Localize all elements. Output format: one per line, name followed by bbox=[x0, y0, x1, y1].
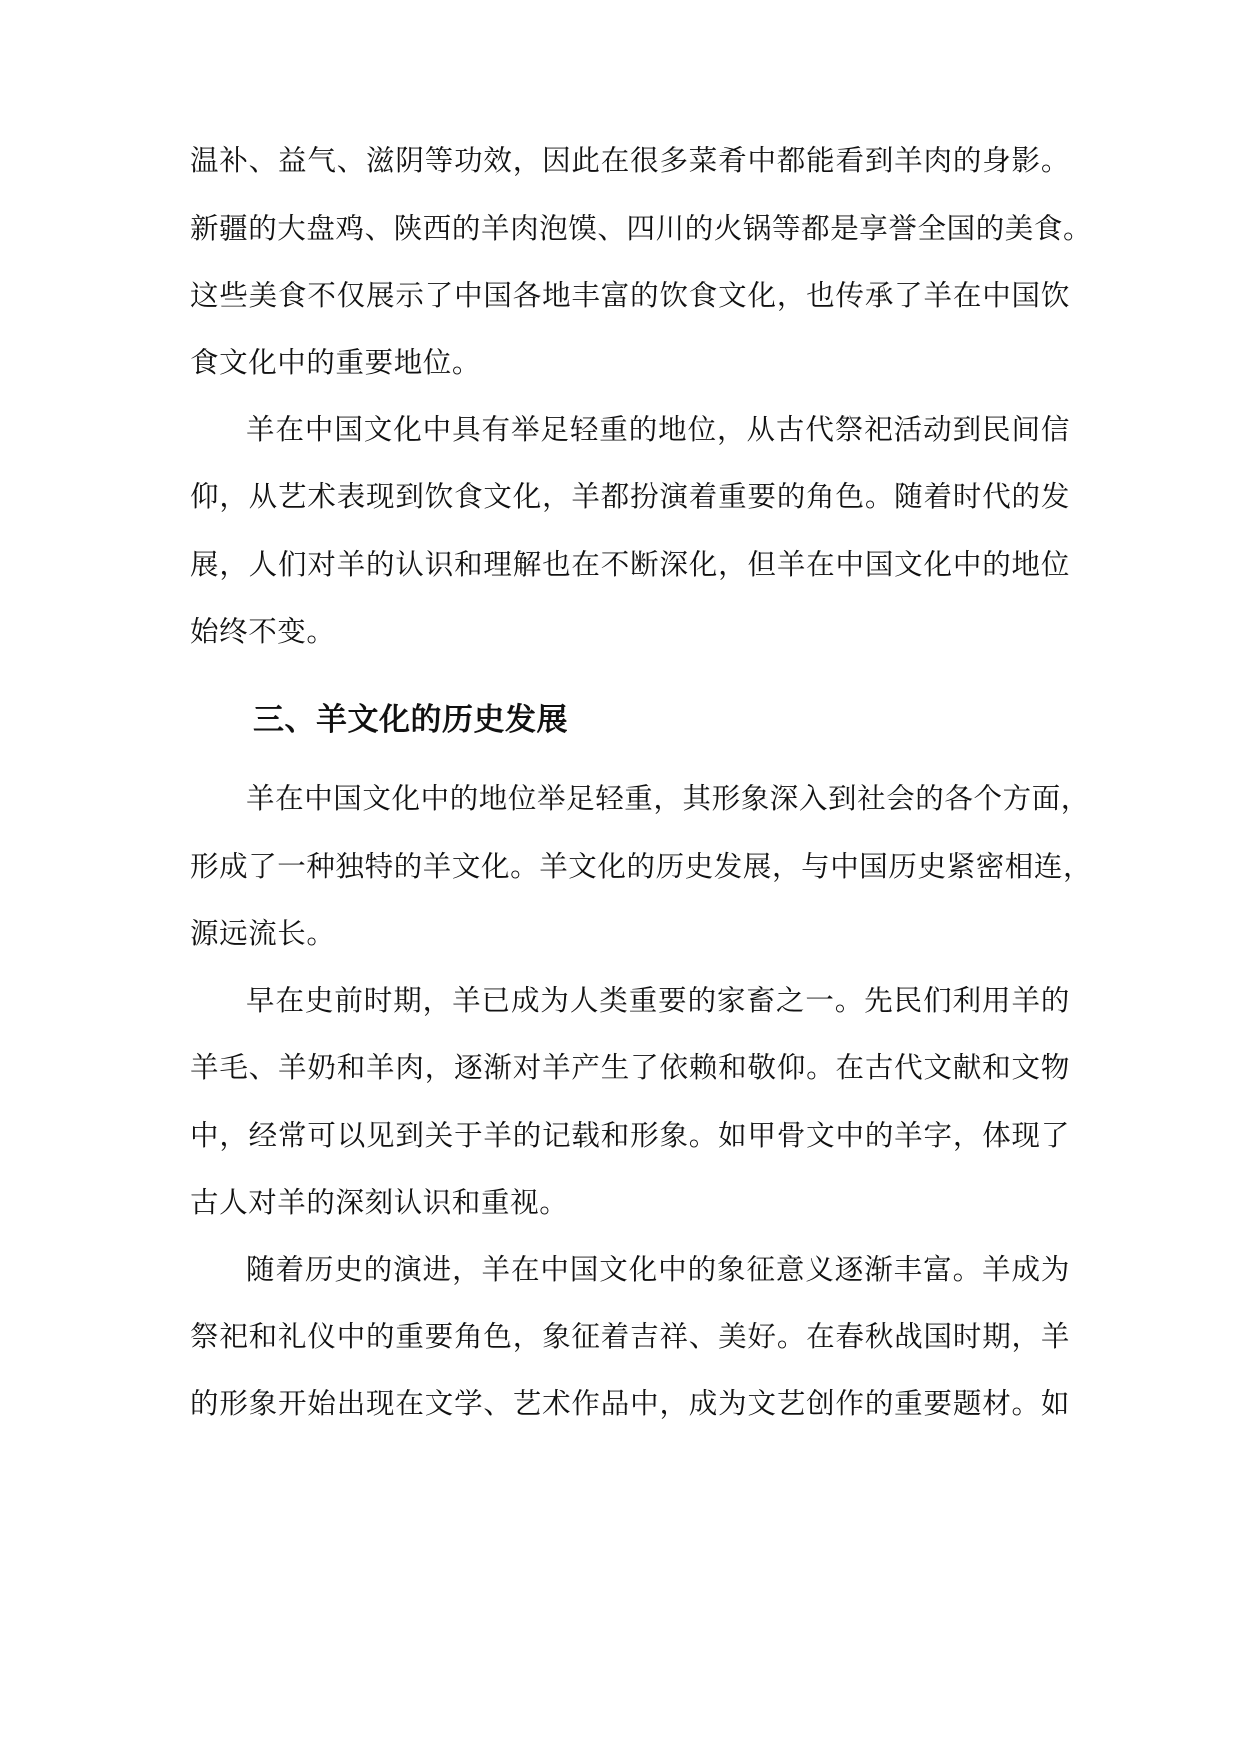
section-heading: 三、羊文化的历史发展 bbox=[253, 702, 568, 738]
paragraph-line: 新疆的大盘鸡、陕西的羊肉泡馍、四川的火锅等都是享誉全国的美食。 bbox=[190, 212, 1093, 245]
paragraph-line: 羊在中国文化中具有举足轻重的地位，从古代祭祀活动到民间信 bbox=[246, 413, 1070, 446]
paragraph-line: 羊在中国文化中的地位举足轻重，其形象深入到社会的各个方面， bbox=[246, 782, 1090, 815]
paragraph-line: 中，经常可以见到关于羊的记载和形象。如甲骨文中的羊字，体现了 bbox=[190, 1119, 1070, 1152]
paragraph-line: 展，人们对羊的认识和理解也在不断深化，但羊在中国文化中的地位 bbox=[190, 548, 1070, 581]
paragraph-line: 早在史前时期，羊已成为人类重要的家畜之一。先民们利用羊的 bbox=[246, 984, 1070, 1017]
paragraph-line: 古人对羊的深刻认识和重视。 bbox=[190, 1186, 569, 1219]
paragraph-line: 仰，从艺术表现到饮食文化，羊都扮演着重要的角色。随着时代的发 bbox=[190, 480, 1070, 513]
paragraph-line: 形成了一种独特的羊文化。羊文化的历史发展，与中国历史紧密相连， bbox=[190, 850, 1093, 883]
paragraph-line: 羊毛、羊奶和羊肉，逐渐对羊产生了依赖和敬仰。在古代文献和文物 bbox=[190, 1051, 1070, 1084]
paragraph-line: 这些美食不仅展示了中国各地丰富的饮食文化，也传承了羊在中国饮 bbox=[190, 279, 1070, 312]
paragraph-line: 温补、益气、滋阴等功效，因此在很多菜肴中都能看到羊肉的身影。 bbox=[190, 144, 1070, 177]
paragraph-line: 的形象开始出现在文学、艺术作品中，成为文艺创作的重要题材。如 bbox=[190, 1387, 1070, 1420]
paragraph-line: 祭祀和礼仪中的重要角色，象征着吉祥、美好。在春秋战国时期，羊 bbox=[190, 1320, 1070, 1353]
paragraph-line: 源远流长。 bbox=[190, 917, 336, 950]
paragraph-line: 随着历史的演进，羊在中国文化中的象征意义逐渐丰富。羊成为 bbox=[246, 1253, 1070, 1286]
paragraph-line: 始终不变。 bbox=[190, 615, 336, 648]
paragraph-line: 食文化中的重要地位。 bbox=[190, 346, 482, 379]
